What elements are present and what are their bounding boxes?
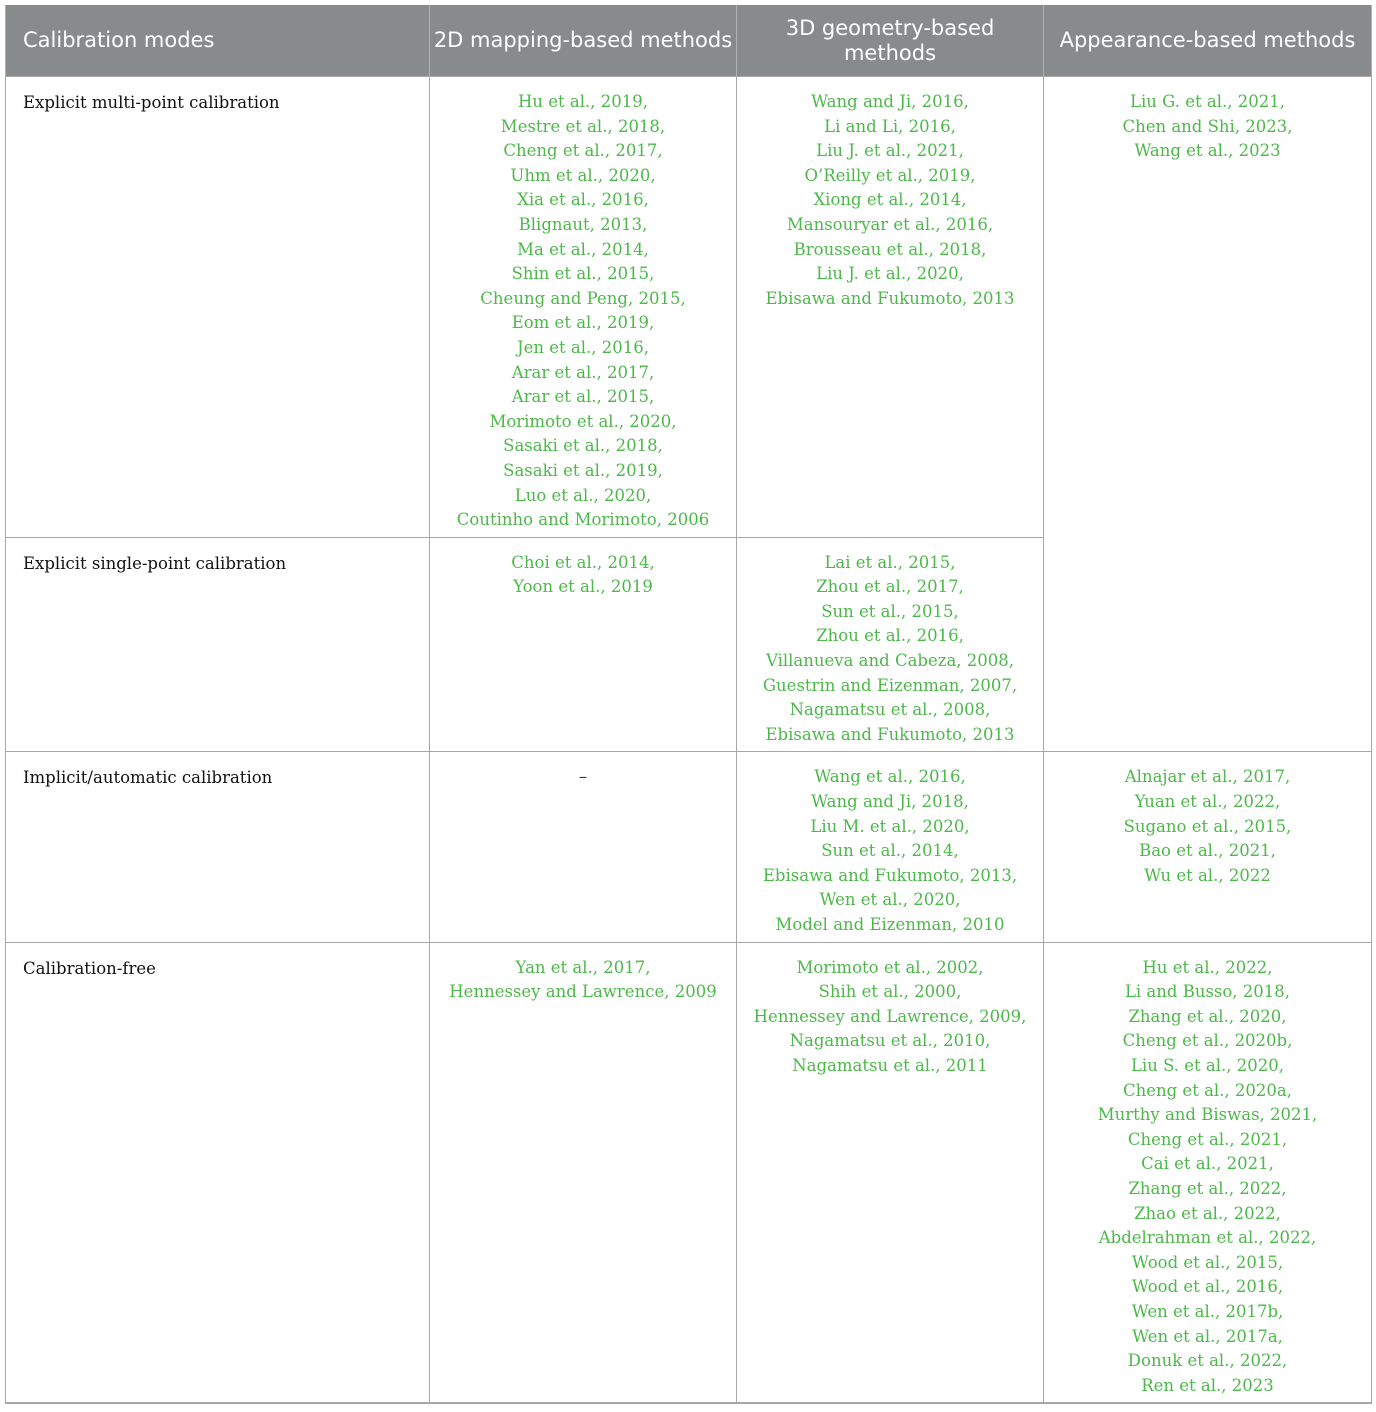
citation-link[interactable]: Shin et al., 2015, <box>511 264 655 284</box>
citation-link[interactable]: Abdelrahman et al., 2022, <box>1098 1228 1317 1248</box>
citation-link[interactable]: Liu S. et al., 2020, <box>1130 1055 1285 1075</box>
citation-link[interactable]: Wu et al., 2022 <box>1144 865 1271 885</box>
citation-link[interactable]: Lai et al., 2015, <box>824 552 956 572</box>
citation-link[interactable]: Zhou et al., 2016, <box>816 626 964 646</box>
citation-link[interactable]: Jen et al., 2016, <box>517 337 649 357</box>
cell-appearance <box>1044 77 1372 752</box>
cell-2d-mapping <box>430 537 737 752</box>
citation-link[interactable]: Arar et al., 2017, <box>511 362 655 382</box>
cell-3d-geometry <box>737 942 1044 1403</box>
citation-link[interactable]: Xiong et al., 2014, <box>813 190 967 210</box>
citation-link[interactable]: Wang and Ji, 2018, <box>811 792 969 812</box>
citation-link[interactable]: Zhang et al., 2020, <box>1128 1006 1287 1026</box>
citation-link[interactable]: Zhang et al., 2022, <box>1128 1178 1287 1198</box>
citation-link[interactable]: Hu et al., 2019, <box>518 92 648 111</box>
citation-link[interactable]: Liu G. et al., 2021, <box>1130 92 1285 111</box>
citation-link[interactable]: Choi et al., 2014, <box>511 552 655 572</box>
mode-label: Explicit single-point calibration <box>6 537 430 752</box>
header-2d-mapping: 2D mapping-based methods <box>430 5 737 77</box>
citation-link[interactable]: Sasaki et al., 2018, <box>503 436 663 456</box>
citation-link[interactable]: Mansouryar et al., 2016, <box>786 214 994 234</box>
row-explicit-multi-point <box>6 77 1372 538</box>
citation-link[interactable]: Wang et al., 2016, <box>814 767 966 787</box>
citation-link[interactable]: Bao et al., 2021, <box>1139 841 1276 861</box>
citation-link[interactable]: Uhm et al., 2020, <box>510 165 656 185</box>
citation-link[interactable]: Hennessey and Lawrence, 2009 <box>449 982 717 1002</box>
citation-link[interactable]: Blignaut, 2013, <box>518 214 648 234</box>
citation-link[interactable]: Xia et al., 2016, <box>517 190 649 210</box>
citation-link[interactable]: Cheung and Peng, 2015, <box>480 288 686 308</box>
citation-link[interactable]: Mestre et al., 2018, <box>500 116 666 136</box>
header-row <box>6 5 1372 77</box>
cell-2d-mapping <box>430 77 737 538</box>
cell-2d-mapping <box>430 752 737 942</box>
citation-link[interactable]: Yoon et al., 2019 <box>513 577 653 597</box>
citation-link[interactable]: Wang et al., 2023 <box>1134 141 1281 161</box>
citation-link[interactable]: Luo et al., 2020, <box>514 485 652 505</box>
mode-label: Explicit multi-point calibration <box>6 77 430 538</box>
mode-label: Calibration-free <box>6 942 430 1403</box>
citation-link[interactable]: Sugano et al., 2015, <box>1123 816 1292 836</box>
citation-link[interactable]: Shih et al., 2000, <box>818 982 962 1002</box>
citation-link[interactable]: Nagamatsu et al., 2011 <box>792 1055 988 1075</box>
citation-link[interactable]: Model and Eizenman, 2010 <box>775 915 1005 934</box>
citation-link[interactable]: Cheng et al., 2020a, <box>1122 1080 1292 1100</box>
citation-link[interactable]: Murthy and Biswas, 2021, <box>1097 1105 1318 1125</box>
citation-link[interactable]: Villanueva and Cabeza, 2008, <box>765 651 1015 671</box>
citation-link[interactable]: Ebisawa and Fukumoto, 2013 <box>765 288 1015 308</box>
citation-link[interactable]: Cheng et al., 2020b, <box>1122 1031 1293 1051</box>
citation-link[interactable]: Wood et al., 2016, <box>1131 1277 1284 1297</box>
header-appearance: Appearance-based methods <box>1044 5 1372 77</box>
citation-link[interactable]: Arar et al., 2015, <box>511 387 655 407</box>
citation-link[interactable]: Morimoto et al., 2020, <box>489 411 677 431</box>
cell-2d-mapping <box>430 942 737 1403</box>
citation-link[interactable]: Morimoto et al., 2002, <box>796 957 984 977</box>
cell-appearance <box>1044 942 1372 1403</box>
citation-link[interactable]: Li and Li, 2016, <box>824 116 956 136</box>
citation-link[interactable]: Donuk et al., 2022, <box>1127 1351 1288 1371</box>
citation-link[interactable]: Wen et al., 2017a, <box>1132 1326 1283 1346</box>
citation-link[interactable]: Wang and Ji, 2016, <box>811 92 969 111</box>
calibration-methods-table <box>5 5 1372 1404</box>
citation-link[interactable]: Nagamatsu et al., 2010, <box>789 1031 991 1051</box>
row-implicit-automatic <box>6 752 1372 942</box>
cell-3d-geometry <box>737 77 1044 538</box>
row-calibration-free <box>6 942 1372 1403</box>
citation-link[interactable]: Ebisawa and Fukumoto, 2013 <box>765 724 1015 744</box>
citation-link[interactable]: Sasaki et al., 2019, <box>503 460 663 480</box>
citation-link[interactable]: Cheng et al., 2021, <box>1127 1129 1288 1149</box>
citation-link[interactable]: Nagamatsu et al., 2008, <box>789 700 991 720</box>
header-calibration-modes: Calibration modes <box>6 5 430 77</box>
citation-link[interactable]: Sun et al., 2014, <box>821 841 959 861</box>
citation-link[interactable]: Alnajar et al., 2017, <box>1124 767 1291 787</box>
citation-link[interactable]: Liu J. et al., 2021, <box>816 141 964 161</box>
citation-link[interactable]: Yuan et al., 2022, <box>1134 792 1281 812</box>
cell-appearance <box>1044 752 1372 942</box>
citation-link[interactable]: Wood et al., 2015, <box>1131 1252 1284 1272</box>
citation-link[interactable]: Guestrin and Eizenman, 2007, <box>762 675 1018 695</box>
citation-link[interactable]: Hennessey and Lawrence, 2009, <box>753 1006 1027 1026</box>
citation-link[interactable]: Brousseau et al., 2018, <box>793 239 987 259</box>
citation-link[interactable]: Ebisawa and Fukumoto, 2013, <box>762 865 1018 885</box>
citation-link[interactable]: Wen et al., 2017b, <box>1131 1301 1284 1321</box>
mode-label: Implicit/automatic calibration <box>6 752 430 942</box>
empty-dash: – <box>578 767 588 787</box>
citation-link[interactable]: Chen and Shi, 2023, <box>1122 116 1293 136</box>
citation-link[interactable]: Cheng et al., 2017, <box>503 141 663 161</box>
citation-link[interactable]: Eom et al., 2019, <box>511 313 655 333</box>
citation-link[interactable]: Li and Busso, 2018, <box>1124 982 1291 1002</box>
citation-link[interactable]: Liu M. et al., 2020, <box>810 816 970 836</box>
citation-link[interactable]: Coutinho and Morimoto, 2006 <box>456 510 710 530</box>
cell-3d-geometry <box>737 752 1044 942</box>
cell-3d-geometry <box>737 537 1044 752</box>
citation-link[interactable]: Cai et al., 2021, <box>1141 1154 1274 1174</box>
citation-link[interactable]: O’Reilly et al., 2019, <box>804 165 976 185</box>
citation-link[interactable]: Liu J. et al., 2020, <box>816 264 964 284</box>
citation-link[interactable]: Sun et al., 2015, <box>821 601 959 621</box>
citation-link[interactable]: Wen et al., 2020, <box>819 890 961 910</box>
citation-link[interactable]: Ren et al., 2023 <box>1141 1375 1274 1395</box>
citation-link[interactable]: Yan et al., 2017, <box>515 957 651 977</box>
citation-link[interactable]: Hu et al., 2022, <box>1142 957 1273 977</box>
citation-link[interactable]: Zhao et al., 2022, <box>1134 1203 1281 1223</box>
header-3d-geometry: 3D geometry-based methods <box>737 5 1044 77</box>
citation-link[interactable]: Ma et al., 2014, <box>517 239 649 259</box>
citation-link[interactable]: Zhou et al., 2017, <box>816 577 964 597</box>
